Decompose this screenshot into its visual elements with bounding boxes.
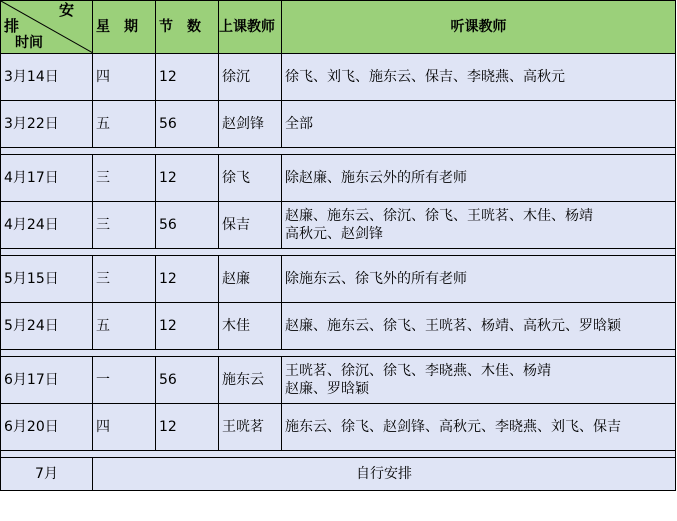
separator-row [1,451,676,458]
schedule-row [1,101,676,148]
weekday-cell: 三 [93,256,156,303]
date-cell: 6月17日 [1,357,93,404]
period-cell: 12 [156,404,219,451]
schedule-row [1,155,676,202]
schedule-row [1,303,676,350]
listeners-cell [282,256,676,303]
listeners-line: 高秋元、赵剑锋 [285,226,383,242]
header-weekday: 星 期 [93,1,156,54]
separator-row [1,249,676,256]
period-cell: 12 [156,303,219,350]
footer-row [1,458,676,491]
listeners-line: 除施东云、徐飞外的所有老师 [285,271,467,287]
listeners-cell [282,357,676,404]
schedule-row [1,202,676,249]
teacher-cell: 保吉 [219,202,282,249]
listeners-line: 徐飞、刘飞、施东云、保吉、李晓燕、高秋元 [285,69,565,85]
teacher-cell: 王咣茗 [219,404,282,451]
corner-label-time: 时间 [15,35,43,51]
weekday-cell: 一 [93,357,156,404]
separator-cell [1,350,676,357]
weekday-cell: 三 [93,155,156,202]
period-cell: 56 [156,101,219,148]
period-cell: 12 [156,155,219,202]
separator-cell [1,148,676,155]
schedule-row [1,54,676,101]
period-cell: 56 [156,357,219,404]
date-cell: 5月15日 [1,256,93,303]
header-row [1,1,676,54]
listeners-cell [282,54,676,101]
weekday-cell: 五 [93,303,156,350]
weekday-cell: 三 [93,202,156,249]
teacher-cell: 徐飞 [219,155,282,202]
schedule-body [1,1,676,491]
separator-row [1,350,676,357]
weekday-cell: 四 [93,54,156,101]
listeners-line: 全部 [285,116,313,132]
footer-month-cell: 7月 [1,458,93,491]
schedule-row [1,256,676,303]
teacher-cell: 赵剑锋 [219,101,282,148]
teacher-cell: 施东云 [219,357,282,404]
schedule-row [1,404,676,451]
period-cell: 12 [156,54,219,101]
listeners-cell [282,155,676,202]
date-cell: 5月24日 [1,303,93,350]
listeners-line: 施东云、徐飞、赵剑锋、高秋元、李晓燕、刘飞、保吉 [285,419,621,435]
period-cell: 12 [156,256,219,303]
listeners-line: 赵廉、施东云、徐飞、王咣茗、杨靖、高秋元、罗晗颖 [285,318,621,334]
footer-note-cell: 自行安排 [93,458,676,491]
listeners-cell [282,202,676,249]
separator-cell [1,249,676,256]
header-period: 节 数 [156,1,219,54]
separator-row [1,148,676,155]
teacher-cell: 木佳 [219,303,282,350]
corner-label-an: 安 [58,1,74,19]
listeners-cell [282,404,676,451]
listeners-cell [282,303,676,350]
date-cell: 3月14日 [1,54,93,101]
date-cell: 6月20日 [1,404,93,451]
listeners-cell [282,101,676,148]
listeners-line: 赵廉、施东云、徐沉、徐飞、王咣茗、木佳、杨靖 [285,208,593,224]
date-cell: 4月24日 [1,202,93,249]
date-cell: 3月22日 [1,101,93,148]
weekday-cell: 四 [93,404,156,451]
listeners-line: 赵廉、罗晗颖 [285,381,369,397]
period-cell: 56 [156,202,219,249]
listeners-line: 除赵廉、施东云外的所有老师 [285,170,467,186]
header-listeners: 听课教师 [282,1,676,54]
separator-cell [1,451,676,458]
listeners-line: 王咣茗、徐沉、徐飞、李晓燕、木佳、杨靖 [285,363,551,379]
date-cell: 4月17日 [1,155,93,202]
schedule-row [1,357,676,404]
weekday-cell: 五 [93,101,156,148]
header-teacher: 上课教师 [219,1,282,54]
corner-header-cell [1,1,93,54]
corner-label-pai: 排 [4,17,20,35]
teacher-cell: 徐沉 [219,54,282,101]
teacher-cell: 赵廉 [219,256,282,303]
